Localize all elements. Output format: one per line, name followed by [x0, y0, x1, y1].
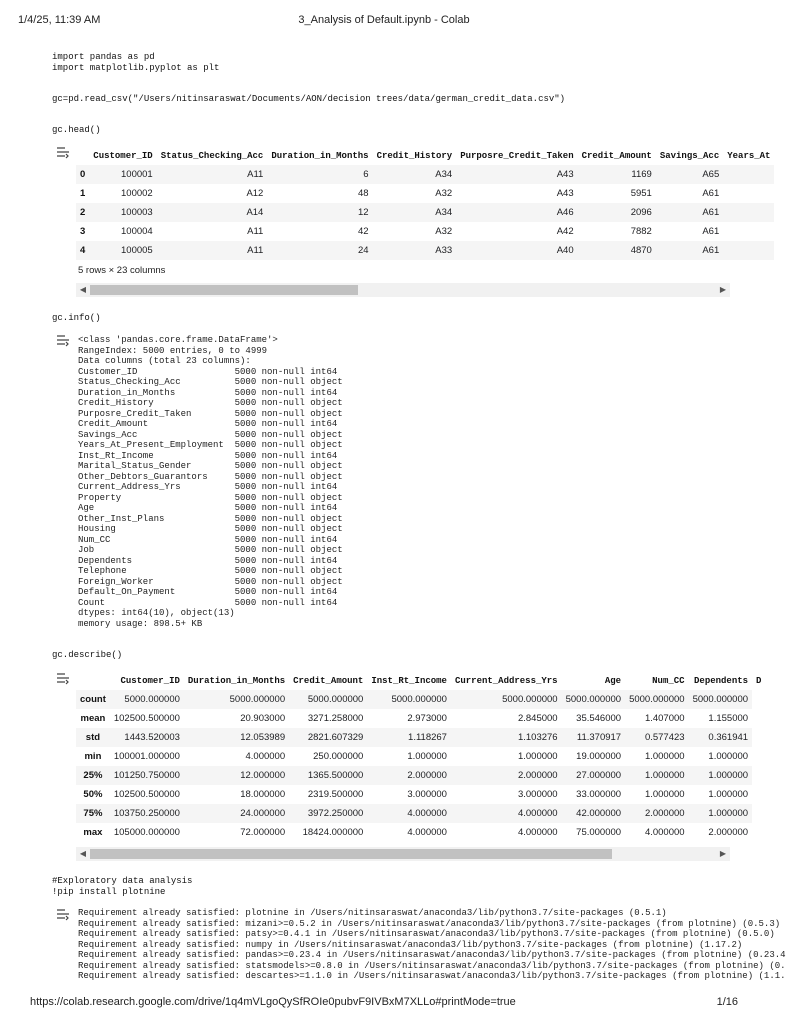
table-cell: 101250.750000 — [113, 770, 180, 781]
table-cell: 18424.000000 — [302, 827, 364, 838]
table-cell: 0.361941 — [708, 732, 749, 743]
table-cell: 19.000000 — [576, 751, 622, 762]
table-cell: 72.000000 — [240, 827, 286, 838]
table-cell: 103750.250000 — [113, 808, 180, 819]
output-toggle-icon[interactable] — [56, 673, 70, 685]
column-header: D — [756, 675, 762, 686]
table-cell: 1.407000 — [644, 713, 685, 724]
row-index-cell: 2 — [80, 207, 86, 218]
table-row — [76, 203, 774, 222]
output-toggle-icon[interactable] — [56, 909, 70, 921]
chevron-left-icon[interactable]: ◀ — [79, 285, 87, 294]
table-cell: A33 — [435, 245, 453, 256]
table-row — [76, 766, 765, 785]
column-header: Age — [604, 675, 622, 686]
column-header: Credit_Amount — [581, 150, 652, 161]
table-cell: 5000.000000 — [502, 694, 558, 705]
table-cell: 12.000000 — [240, 770, 286, 781]
install-output-viewport — [78, 908, 786, 984]
code-cell-imports[interactable]: import pandas as pd import matplotlib.pyplot as plt — [52, 52, 220, 73]
table-cell: 2.000000 — [407, 770, 447, 781]
table-cell: 3.000000 — [517, 789, 558, 800]
output-toggle-icon[interactable] — [56, 335, 70, 347]
table-cell: 2821.607329 — [307, 732, 364, 743]
table-cell: 27.000000 — [576, 770, 622, 781]
table-cell: 100004 — [121, 226, 153, 237]
table-header-row — [76, 671, 765, 690]
table-row — [76, 728, 765, 747]
column-header: Credit_History — [376, 150, 453, 161]
table-cell: 1.000000 — [708, 789, 749, 800]
table-cell: 2.973000 — [407, 713, 447, 724]
row-index-cell: std — [85, 732, 101, 743]
table-row — [76, 804, 765, 823]
table-cell: 2.000000 — [708, 827, 749, 838]
table-cell: 11.370917 — [576, 732, 622, 743]
describe-table-scrollbar[interactable] — [76, 847, 730, 861]
column-header: Customer_ID — [93, 150, 153, 161]
table-cell: 3271.258000 — [307, 713, 364, 724]
index-header-cell — [76, 671, 110, 690]
table-cell: 4.000000 — [407, 808, 447, 819]
table-cell: 1.155000 — [708, 713, 749, 724]
table-cell: 4.000000 — [245, 751, 286, 762]
table-cell: A61 — [702, 245, 720, 256]
describe-dataframe-table — [76, 671, 765, 842]
table-cell: 1.000000 — [708, 808, 749, 819]
table-cell: 3.000000 — [407, 789, 447, 800]
table-row — [76, 184, 774, 203]
column-header: Num_CC — [652, 675, 685, 686]
table-cell: 12 — [357, 207, 369, 218]
table-cell: 1.000000 — [644, 770, 685, 781]
table-cell: 48 — [357, 188, 369, 199]
column-header: Dependents — [694, 675, 749, 686]
table-cell: 2096 — [630, 207, 652, 218]
table-cell: 100001 — [121, 169, 153, 180]
info-output: <class 'pandas.core.frame.DataFrame'> RangeIndex: 5000 entries, 0 to 4999 Data columns (total 23 columns): Customer_ID 5000 non-null int64 Status_Checking_Acc 5000 non-null object Duration_in_Months 5000 non-null int64 Credit_History 5000 non-null object Purposre_Credit_Taken 5000 non-null object Credit_Amount 5000 non-null int64 Savings_Acc 5000 non-null object Years_At_Present_Employment 5000 non-null object Inst_Rt_Income 5000 non-null int64 Marital_Status_Gender 5000 non-null object Other_Debtors_Guarantors 5000 non-null object Current_Address_Yrs 5000 non-null int64 Property 5000 non-null object Age 5000 non-null int64 Other_Inst_Plans 5000 non-null object Housing 5000 non-null object Num_CC 5000 non-null int64 Job 5000 non-null object Dependents 5000 non-null int64 Telephone 5000 non-null object Foreign_Worker 5000 non-null object Default_On_Payment 5000 non-null int64 Count 5000 non-null int64 dtypes: int64(10), object(13) memory usage: 898.5+ KB — [78, 335, 343, 629]
table-cell: 1.000000 — [708, 770, 749, 781]
table-cell: A61 — [702, 188, 720, 199]
row-index-cell: 1 — [80, 188, 86, 199]
table-cell: 12.053989 — [240, 732, 286, 743]
column-header: Purposre_Credit_Taken — [460, 150, 574, 161]
column-header: Years_At — [727, 150, 771, 161]
column-header: Customer_ID — [120, 675, 180, 686]
table-cell: A32 — [435, 226, 453, 237]
table-cell: 1.000000 — [644, 789, 685, 800]
table-cell: A32 — [435, 188, 453, 199]
column-header: Savings_Acc — [659, 150, 720, 161]
table-cell: 5000.000000 — [229, 694, 286, 705]
table-cell: 5951 — [630, 188, 652, 199]
install-output: Requirement already satisfied: plotnine in /Users/nitinsaraswat/anaconda3/lib/python3.7/site-packages (0.5.1) Requirement already satisfied: mizani>=0.5.2 in /Users/nitinsaraswat/anaconda3/lib/python3.7/site-packages (from plotnine) (0.5.3) Requirement already satisfied: patsy>=0.4.1 in /Users/nitinsaraswat/anaconda3/lib/python3.7/site-packages (from plotnine) (0.5.0) Requirement already satisfied: numpy in /Users/nitinsaraswat/anaconda3/lib/python3.7/site-packages (from plotnine) (1.17.2) Requirement already satisfied: pandas>=0.23.4 in /Users/nitinsaraswat/anaconda3/lib/python3.7/site-packages (from plotnine) (0.23.4 Requirement already satisfied: statsmodels>=0.8.0 in /Users/nitinsaraswat/anaconda3/lib/python3.7/site-packages (from plotnine) (0. Requirement already satisfied: descartes>=1.1.0 in /Users/nitinsaraswat/anaconda3/lib/python3.7/site-packages (from plotnine) (1.1. — [78, 908, 786, 981]
code-cell-info[interactable]: gc.info() — [52, 313, 101, 323]
table-cell: 5000.000000 — [124, 694, 180, 705]
table-cell: A42 — [556, 226, 574, 237]
table-cell: 4.000000 — [407, 827, 447, 838]
table-cell: 33.000000 — [576, 789, 622, 800]
output-toggle-icon[interactable] — [56, 147, 70, 159]
dataframe-shape: 5 rows × 23 columns — [78, 265, 166, 276]
table-row — [76, 222, 774, 241]
row-index-cell: 4 — [80, 245, 86, 256]
table-cell: 5000.000000 — [692, 694, 749, 705]
table-cell: 4.000000 — [517, 827, 558, 838]
table-cell: 1365.500000 — [307, 770, 364, 781]
table-cell: A11 — [247, 245, 264, 256]
table-row — [76, 785, 765, 804]
table-cell: 1.000000 — [644, 751, 685, 762]
table-cell: 1.000000 — [517, 751, 558, 762]
column-header: Inst_Rt_Income — [371, 675, 447, 686]
page-number: 1/16 — [716, 996, 738, 1008]
table-row — [76, 690, 765, 709]
row-index-cell: max — [83, 827, 103, 838]
table-row — [76, 823, 765, 842]
table-cell: 5000.000000 — [391, 694, 447, 705]
table-cell — [723, 241, 774, 260]
table-cell: A14 — [246, 207, 264, 218]
head-table-viewport — [76, 146, 771, 260]
table-cell: 1.000000 — [407, 751, 447, 762]
table-cell: A46 — [556, 207, 574, 218]
table-cell: 5000.000000 — [307, 694, 364, 705]
row-index-cell: 3 — [80, 226, 86, 237]
table-cell: 24.000000 — [240, 808, 286, 819]
table-cell — [723, 184, 774, 203]
table-cell: 35.546000 — [576, 713, 622, 724]
table-cell: 100005 — [121, 245, 153, 256]
table-cell: 100001.000000 — [113, 751, 180, 762]
table-cell: A34 — [435, 169, 453, 180]
code-cell-read-csv[interactable]: gc=pd.read_csv("/Users/nitinsaraswat/Documents/AON/decision trees/data/german_credit_data.csv") — [52, 94, 566, 104]
table-row — [76, 709, 765, 728]
table-cell: 18.000000 — [240, 789, 286, 800]
table-cell: 4.000000 — [517, 808, 558, 819]
table-cell: 250.000000 — [313, 751, 364, 762]
column-header: Duration_in_Months — [187, 675, 286, 686]
table-cell: 5000.000000 — [629, 694, 685, 705]
print-datetime: 1/4/25, 11:39 AM — [18, 14, 101, 26]
table-cell: A12 — [246, 188, 264, 199]
table-cell: 2.845000 — [517, 713, 558, 724]
table-cell: 3972.250000 — [307, 808, 364, 819]
table-cell: A11 — [247, 226, 264, 237]
table-cell: 20.903000 — [240, 713, 286, 724]
table-cell: 102500.500000 — [113, 789, 180, 800]
table-cell: 2.000000 — [517, 770, 558, 781]
table-cell: A43 — [556, 188, 574, 199]
table-cell: 2319.500000 — [307, 789, 364, 800]
table-cell: A61 — [702, 207, 720, 218]
column-header: Current_Address_Yrs — [454, 675, 558, 686]
table-cell: A40 — [556, 245, 574, 256]
table-cell: 24 — [357, 245, 369, 256]
chevron-left-icon[interactable]: ◀ — [79, 849, 87, 858]
table-cell: A11 — [247, 169, 264, 180]
table-cell: A43 — [556, 169, 574, 180]
table-cell — [723, 165, 774, 184]
page-title: 3_Analysis of Default.ipynb - Colab — [298, 14, 470, 26]
code-cell-install[interactable]: #Exploratory data analysis !pip install plotnine — [52, 876, 193, 897]
table-cell: 0.577423 — [644, 732, 685, 743]
column-header: Duration_in_Months — [271, 150, 369, 161]
row-index-cell: 0 — [80, 169, 86, 180]
code-cell-head[interactable]: gc.head() — [52, 125, 101, 135]
table-cell: 105000.000000 — [113, 827, 180, 838]
chevron-right-icon[interactable]: ▶ — [719, 285, 727, 294]
table-cell: 42.000000 — [576, 808, 622, 819]
page-url: https://colab.research.google.com/drive/1q4mVLgoQySfROIe0pubvF9IVBxM7XLLo#printMode=true — [30, 996, 516, 1008]
row-index-cell: mean — [80, 713, 106, 724]
chevron-right-icon[interactable]: ▶ — [719, 849, 727, 858]
table-row — [76, 241, 774, 260]
table-cell: 7882 — [630, 226, 652, 237]
table-cell: 75.000000 — [576, 827, 622, 838]
row-index-cell: count — [80, 694, 106, 705]
head-dataframe-table — [76, 146, 774, 260]
row-index-cell: 50% — [83, 789, 103, 800]
column-header: Credit_Amount — [293, 675, 364, 686]
row-index-cell: 75% — [83, 808, 103, 819]
table-row — [76, 165, 774, 184]
scrollbar-thumb[interactable] — [90, 285, 358, 295]
table-cell: 1169 — [631, 169, 652, 180]
table-cell: A61 — [702, 226, 720, 237]
table-cell — [723, 203, 774, 222]
head-table-scrollbar[interactable] — [76, 283, 730, 297]
row-index-cell: min — [84, 751, 102, 762]
table-row — [76, 747, 765, 766]
table-cell: 100003 — [121, 207, 153, 218]
describe-table-viewport — [76, 671, 762, 844]
table-cell: 2.000000 — [644, 808, 685, 819]
column-header: Status_Checking_Acc — [160, 150, 264, 161]
index-header-cell — [76, 146, 89, 165]
table-cell: 102500.500000 — [113, 713, 180, 724]
table-cell: 6 — [363, 169, 369, 180]
table-cell: 1.103276 — [517, 732, 558, 743]
table-cell — [723, 222, 774, 241]
row-index-cell: 25% — [83, 770, 103, 781]
table-cell: 1.000000 — [708, 751, 749, 762]
table-cell: 42 — [357, 226, 369, 237]
scrollbar-thumb[interactable] — [90, 849, 612, 859]
table-cell: 1.118267 — [408, 732, 447, 743]
table-cell: 4870 — [630, 245, 652, 256]
table-cell: 4.000000 — [644, 827, 685, 838]
table-cell: 5000.000000 — [565, 694, 622, 705]
code-cell-describe[interactable]: gc.describe() — [52, 650, 123, 660]
table-cell: 100002 — [121, 188, 153, 199]
table-header-row — [76, 146, 774, 165]
table-cell: 1443.520003 — [124, 732, 180, 743]
table-cell: A34 — [435, 207, 453, 218]
table-cell: A65 — [702, 169, 720, 180]
